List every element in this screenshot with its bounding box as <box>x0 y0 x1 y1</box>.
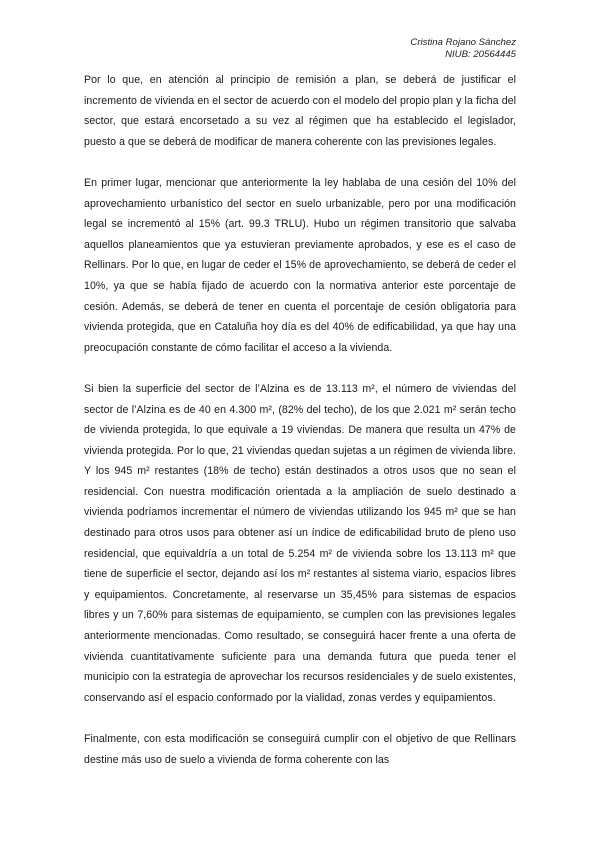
paragraph-cesion-aprovechamiento: En primer lugar, mencionar que anteriormente la ley hablaba de una cesión del 10% del aprovechamiento urbanístico del sector en suelo urbanizable, pero por una modificación legal se incrementó al 15% (art. 99.3 TRLU). Hubo un régimen transitorio que salvaba aquellos planeamientos que ya estuvieran previamente aprobados, y ese es el caso de Rellinars. Por lo que, en lugar de ceder el 15% de aprovechamiento, se deberá de ceder el 10%, ya que se había fijado de acuerdo con la normativa anterior este porcentaje de cesión. Además, se deberá de tener en cuenta el porcentaje de cesión obligatoria para vivienda protegida, que en Cataluña hoy día es del 40% de edificabilidad, ya que hay una preocupación constante de cómo facilitar el acceso a la vivienda. <box>84 176 516 354</box>
page-header <box>410 37 516 61</box>
student-id: NIUB: 20564445 <box>445 49 516 60</box>
paragraph-superficie-sector: Si bien la superficie del sector de l’Alzina es de 13.113 m², el número de viviendas del sector de l’Alzina es de 40 en 4.300 m², (82% del techo), de los que 2.021 m² serán techo de vivienda protegida, lo que equivale a 19 viviendas. De manera que resulta un 47% de vivienda protegida. Por lo que, 21 viviendas quedan sujetas a un régimen de vivienda libre. Y los 945 m² restantes (18% de techo) están destinados a otros usos que no sean el residencial. Con nuestra modificación orientada a la ampliación de suelo destinado a vivienda podríamos incrementar el número de viviendas utilizando los 945 m² que se han destinado para otros usos para obtener así un índice de edificabilidad bruto de pleno uso residencial, que equivaldría a un total de 5.254 m² de vivienda sobre los 13.113 m² que tiene de superficie el sector, dejando así los m² restantes al sistema viario, espacios libres y equipamientos. Concretamente, al reservarse un 35,45% para sistemas de espacios libres y un 7,60% para sistemas de equipamiento, se cumplen con las previsiones legales anteriormente mencionadas. Como resultado, se conseguirá hacer frente a una oferta de vivienda cuantitativamente suficiente para una demanda futura que pueda tener el municipio con la estrategia de aprovechar los recursos residenciales y de suelo existentes, conservando así el espacio conformado por la vialidad, zonas verdes y equipamientos. <box>84 382 516 704</box>
document-body <box>84 70 516 791</box>
paragraph-conclusion: Finalmente, con esta modificación se conseguirá cumplir con el objetivo de que Rellinars destine más uso de suelo a vivienda de forma coherente con las <box>84 733 516 766</box>
author-name: Cristina Rojano Sánchez <box>410 37 516 48</box>
paragraph-remision-plan: Por lo que, en atención al principio de remisión a plan, se deberá de justificar el incremento de vivienda en el sector de acuerdo con el modelo del propio plan y la ficha del sector, que estará encorsetado a su vez al régimen que ha establecido el legislador, puesto a que se deberá de modificar de manera coherente con las previsiones legales. <box>84 74 516 148</box>
